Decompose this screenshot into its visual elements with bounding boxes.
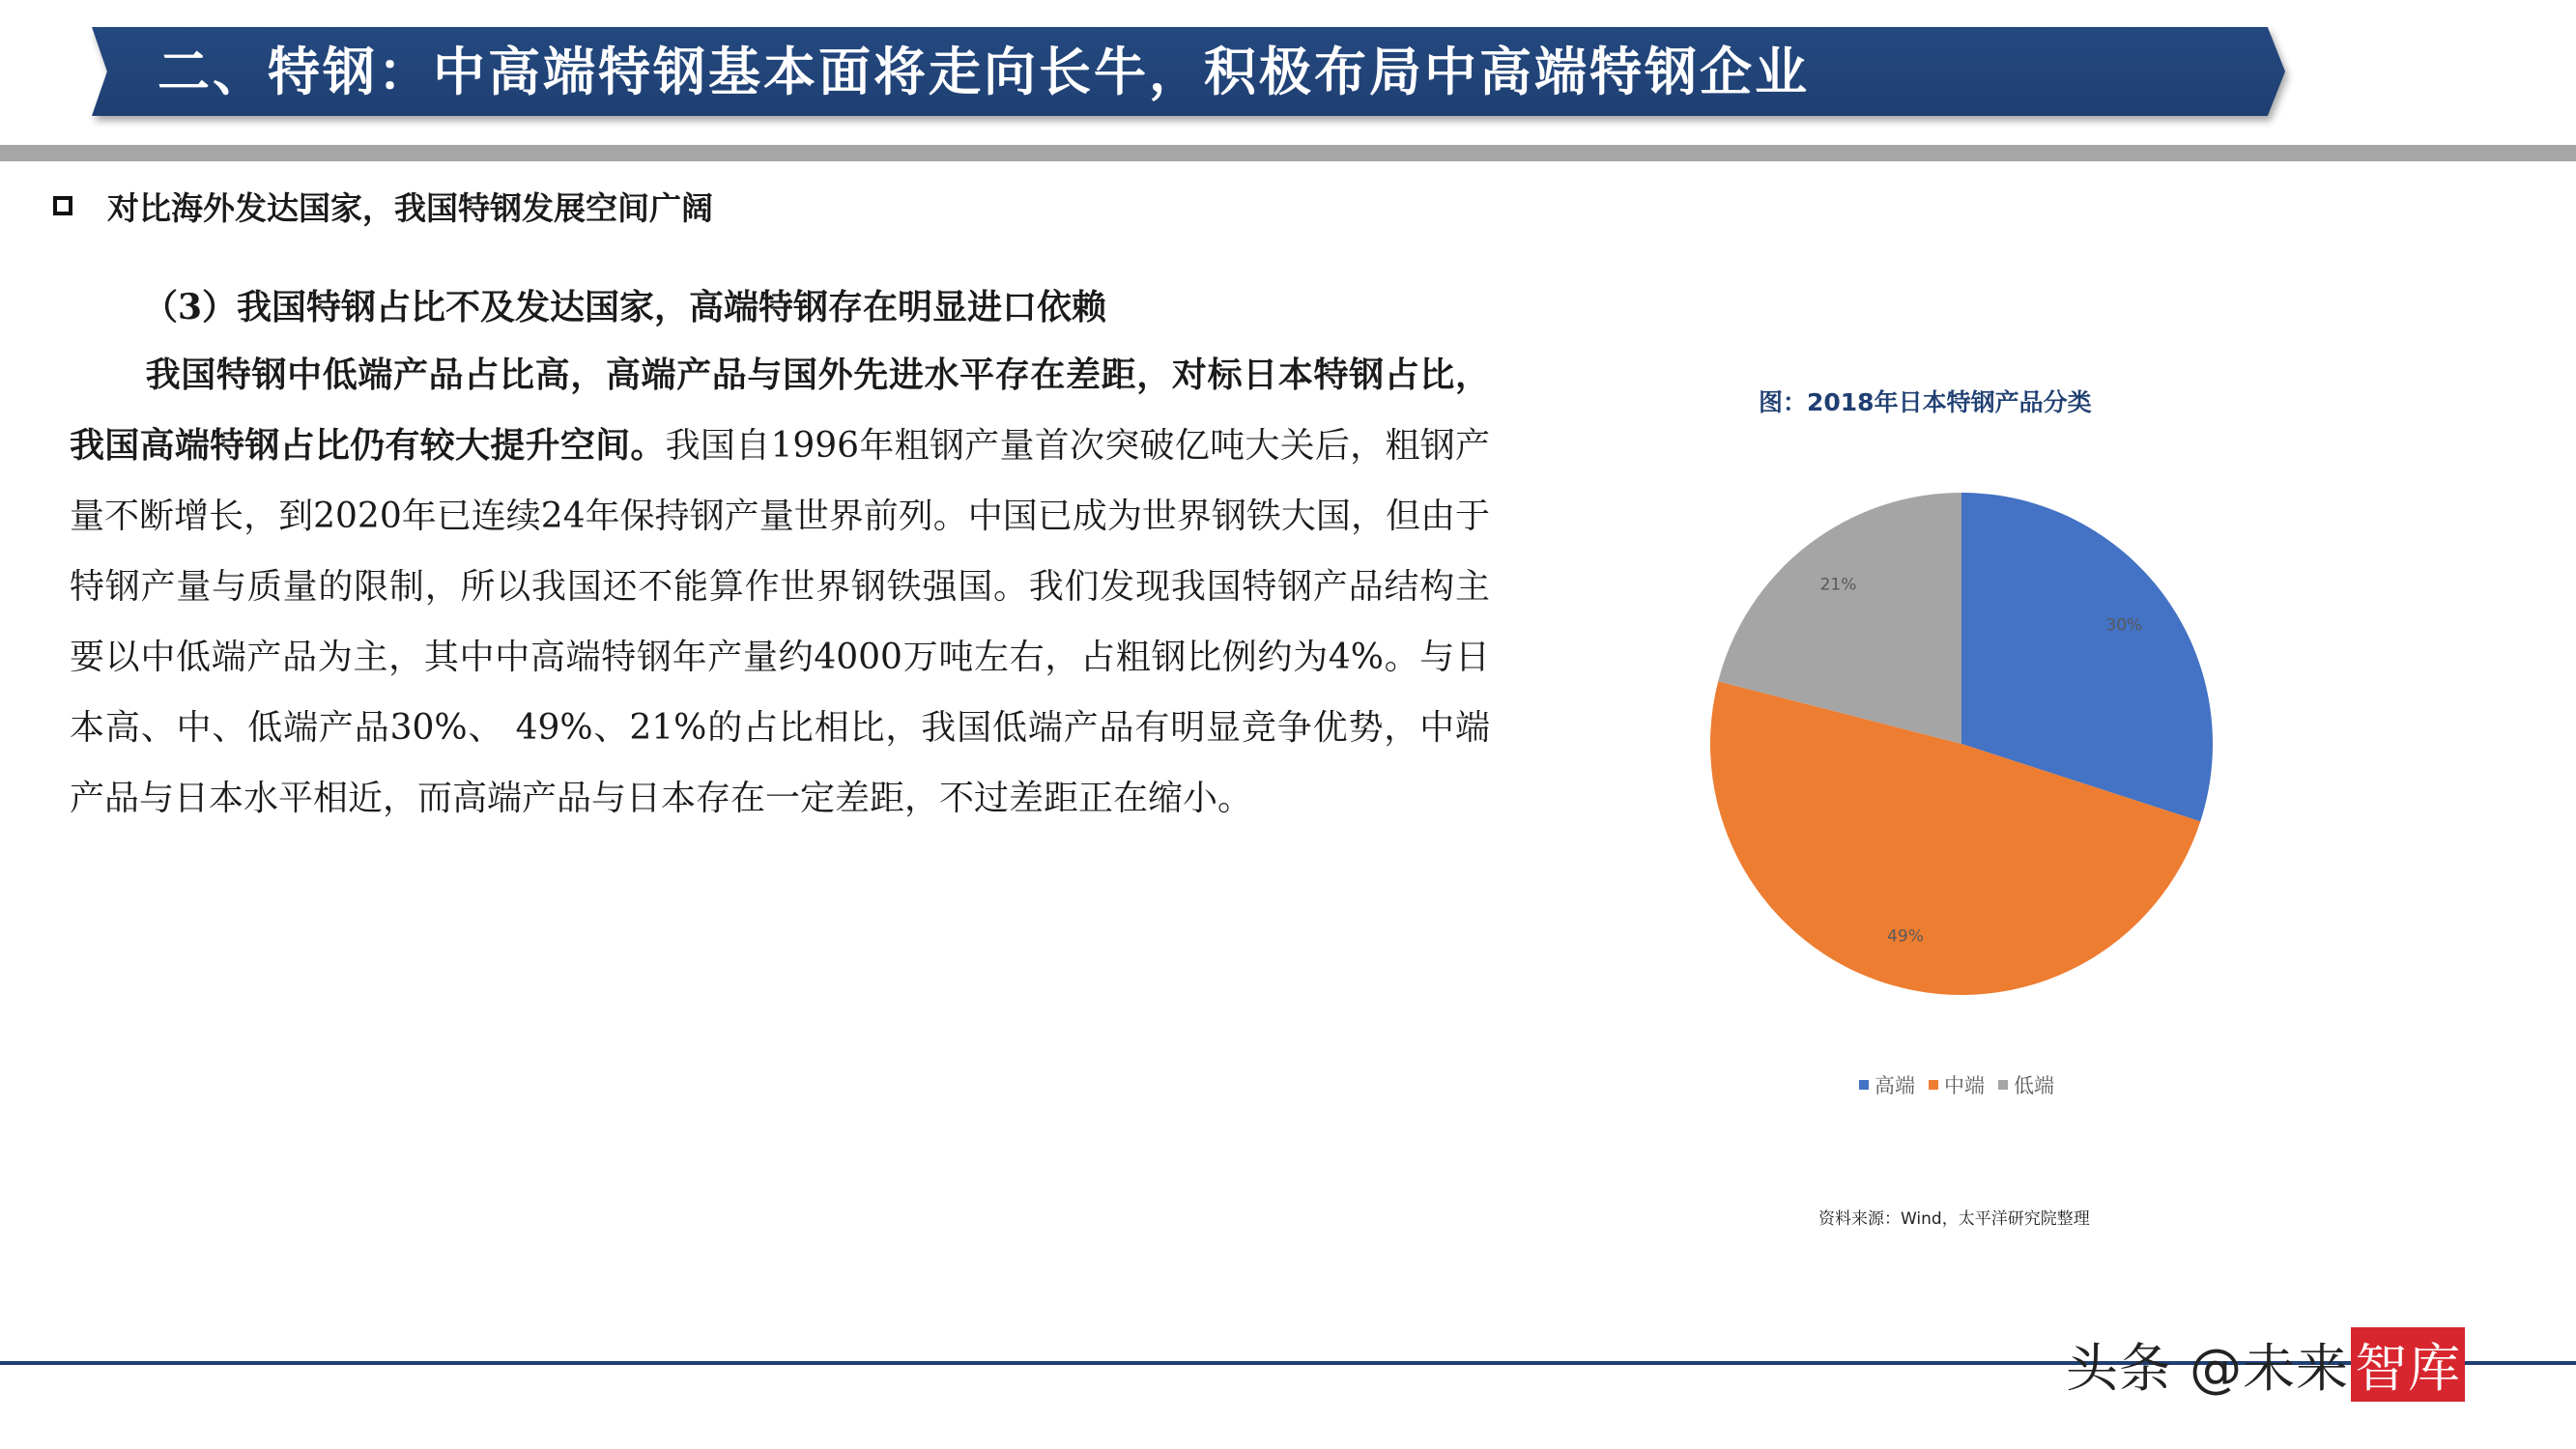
pie-label-1: 30% xyxy=(2105,615,2143,636)
section-bullet xyxy=(53,185,713,226)
legend-label-1: 高端 xyxy=(1875,1074,1915,1097)
legend-label-2: 中端 xyxy=(1944,1074,1985,1097)
body-bold-sentence: 我国特钢中低端产品占比高，高端产品与国外先进水平存在差距，对标日本特钢占比，我国高端特钢占比仍有较大提升空间。 xyxy=(70,355,1490,466)
pie-chart xyxy=(1681,473,2222,1014)
body-normal-text: 我国自1996年粗钢产量首次突破亿吨大关后，粗钢产量不断增长，到2020年已连续24年保持钢产量世界前列。中国已成为世界钢铁大国，但由于特钢产量与质量的限制，所以我国还不能算作世界钢铁强国。我们发现我国特钢产品结构主要以中低端产品为主，其中中高端特钢年产量约4000万吨左右，占粗钢比例约为4%。与日本高、中、低端产品30%、 49%、21%的占比相比，我国低端产品有明显竞争优势，中端产品与日本水平相近，而高端产品与日本存在一定差距，不过差距正在缩小。 xyxy=(70,426,1490,818)
legend-item-2 xyxy=(1929,1070,1985,1099)
chart-source: 资料来源：Wind，太平洋研究院整理 xyxy=(1818,1209,2090,1229)
pie-label-3: 21% xyxy=(1819,575,1857,595)
pie-label-2: 49% xyxy=(1887,926,1924,947)
chart-title: 图：2018年日本特钢产品分类 xyxy=(1759,388,2092,416)
legend-swatch-1 xyxy=(1859,1080,1869,1090)
legend-swatch-3 xyxy=(1998,1080,2008,1090)
section-bullet-text: 对比海外发达国家，我国特钢发展空间广阔 xyxy=(107,188,713,227)
chart-legend xyxy=(1859,1070,2054,1099)
body-paragraph xyxy=(70,340,1490,834)
legend-item-3 xyxy=(1998,1070,2054,1099)
square-bullet-icon xyxy=(53,196,72,215)
watermark-prefix: 头条 @未来 xyxy=(2066,1337,2350,1399)
page-title: 二、特钢：中高端特钢基本面将走向长牛，积极布局中高端特钢企业 xyxy=(157,41,1810,102)
legend-label-3: 低端 xyxy=(2014,1074,2054,1097)
legend-swatch-2 xyxy=(1929,1080,1938,1090)
watermark xyxy=(2066,1325,2465,1403)
header-divider xyxy=(0,145,2576,161)
legend-item-1 xyxy=(1859,1070,1915,1099)
header-banner xyxy=(92,27,2285,116)
watermark-highlight: 智库 xyxy=(2351,1327,2465,1402)
sub-heading: （3）我国特钢占比不及发达国家，高端特钢存在明显进口依赖 xyxy=(143,287,1107,327)
